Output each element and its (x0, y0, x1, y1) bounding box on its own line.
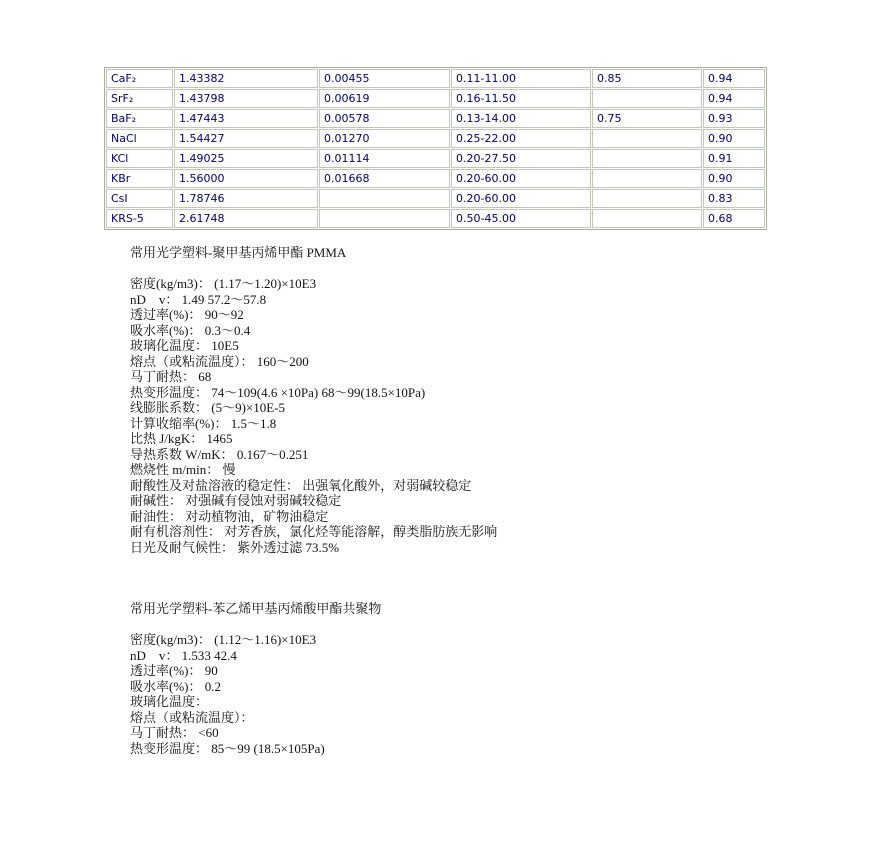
table-cell (592, 129, 702, 148)
table-cell: KRS-5 (106, 209, 173, 228)
section-lines (130, 632, 381, 756)
table-row (106, 109, 765, 128)
table-cell: KBr (106, 169, 173, 188)
table-cell: 0.00455 (319, 69, 450, 88)
table-cell: 0.25-22.00 (451, 129, 591, 148)
section-lines (130, 276, 497, 555)
property-line: 玻璃化温度： (130, 694, 209, 709)
table-row (106, 89, 765, 108)
table-cell: 0.68 (703, 209, 765, 228)
property-line: 透过率(%)： 90～92 (130, 307, 244, 322)
table-cell: 0.90 (703, 169, 765, 188)
table-cell: 0.94 (703, 89, 765, 108)
property-line: 吸水率(%)： 0.3～0.4 (130, 322, 251, 338)
optical-crystals-table (104, 67, 767, 230)
table-row (106, 189, 765, 208)
table-cell: 0.50-45.00 (451, 209, 591, 228)
table-cell: NaCl (106, 129, 173, 148)
table-cell: 0.00619 (319, 89, 450, 108)
table-cell: 0.90 (703, 129, 765, 148)
property-line: 密度(kg/m3)： (1.17～1.20)×10E3 (130, 276, 317, 291)
table-cell: 2.61748 (174, 209, 318, 228)
table-cell (592, 89, 702, 108)
property-line: 线膨胀系数： (5～9)×10E-5 (130, 400, 286, 415)
property-line: 燃烧性 m/min： 慢 (130, 462, 236, 477)
table-cell: KCl (106, 149, 173, 168)
property-line: 马丁耐热： 68 (130, 369, 212, 384)
table-cell: 0.20-60.00 (451, 189, 591, 208)
property-line: 导热系数 W/mK： 0.167～0.251 (130, 446, 309, 462)
table-cell: 0.75 (592, 109, 702, 128)
table-cell: 1.43798 (174, 89, 318, 108)
table-cell: 0.01270 (319, 129, 450, 148)
section-title: 常用光学塑料-聚甲基丙烯甲酯 PMMA (130, 245, 347, 260)
table-row (106, 169, 765, 188)
table-cell: 0.11-11.00 (451, 69, 591, 88)
property-line: 热变形温度： 74～109(4.6 ×10Pa) 68～99(18.5×10Pa) (130, 384, 426, 400)
table-row (106, 209, 765, 228)
table-cell: 0.01668 (319, 169, 450, 188)
table-cell: 0.91 (703, 149, 765, 168)
table-cell: 0.85 (592, 69, 702, 88)
table-cell: BaF₂ (106, 109, 173, 128)
table-cell: SrF₂ (106, 89, 173, 108)
table-cell: 0.20-27.50 (451, 149, 591, 168)
table-cell: 1.43382 (174, 69, 318, 88)
table-row (106, 149, 765, 168)
property-line: 耐油性： 对动植物油，矿物油稳定 (130, 508, 329, 524)
section-pmma (130, 245, 497, 555)
table-cell (319, 189, 450, 208)
table-cell: 1.54427 (174, 129, 318, 148)
property-line: 耐酸性及对盐溶液的稳定性： 出强氧化酸外，对弱碱较稳定 (130, 477, 472, 493)
table-cell: CsI (106, 189, 173, 208)
property-line: 透过率(%)： 90 (130, 663, 218, 678)
section-copolymer (130, 601, 381, 756)
optics-table-body (106, 69, 765, 228)
property-line: 马丁耐热： <60 (130, 725, 219, 740)
property-line: 熔点（或粘流温度）： (130, 709, 254, 725)
property-line: 玻璃化温度： 10E5 (130, 338, 239, 353)
table-cell: 0.01114 (319, 149, 450, 168)
table-cell: 0.13-14.00 (451, 109, 591, 128)
property-line: 计算收缩率(%)： 1.5～1.8 (130, 415, 277, 431)
table-cell: 0.00578 (319, 109, 450, 128)
table-cell (592, 149, 702, 168)
property-line: 吸水率(%)： 0.2 (130, 678, 221, 694)
property-line: 日光及耐气候性： 紫外透过滤 73.5% (130, 539, 340, 555)
table-cell: 0.93 (703, 109, 765, 128)
table-cell: 1.78746 (174, 189, 318, 208)
table-row (106, 69, 765, 88)
table-cell: CaF₂ (106, 69, 173, 88)
property-line: 比热 J/kgK： 1465 (130, 431, 233, 446)
table-cell: 0.16-11.50 (451, 89, 591, 108)
section-title: 常用光学塑料-苯乙烯甲基丙烯酸甲酯共聚物 (130, 601, 382, 616)
table-cell: 0.20-60.00 (451, 169, 591, 188)
table-row (106, 129, 765, 148)
property-line: nD v： 1.533 42.4 (130, 647, 237, 663)
table-cell: 1.47443 (174, 109, 318, 128)
property-line: nD v： 1.49 57.2～57.8 (130, 291, 267, 307)
table-cell (592, 209, 702, 228)
table-cell (319, 209, 450, 228)
table-cell: 0.83 (703, 189, 765, 208)
property-line: 熔点（或粘流温度）： 160～200 (130, 353, 309, 369)
property-line: 热变形温度： 85～99 (18.5×105Pa) (130, 740, 325, 756)
table-cell: 1.56000 (174, 169, 318, 188)
table-cell: 0.94 (703, 69, 765, 88)
table-cell: 1.49025 (174, 149, 318, 168)
table-cell (592, 169, 702, 188)
table-cell (592, 189, 702, 208)
property-line: 耐碱性： 对强碱有侵蚀对弱碱较稳定 (130, 493, 342, 508)
property-line: 密度(kg/m3)： (1.12～1.16)×10E3 (130, 632, 317, 647)
property-line: 耐有机溶剂性： 对芳香族，氯化烃等能溶解，醇类脂肪族无影响 (130, 524, 498, 539)
